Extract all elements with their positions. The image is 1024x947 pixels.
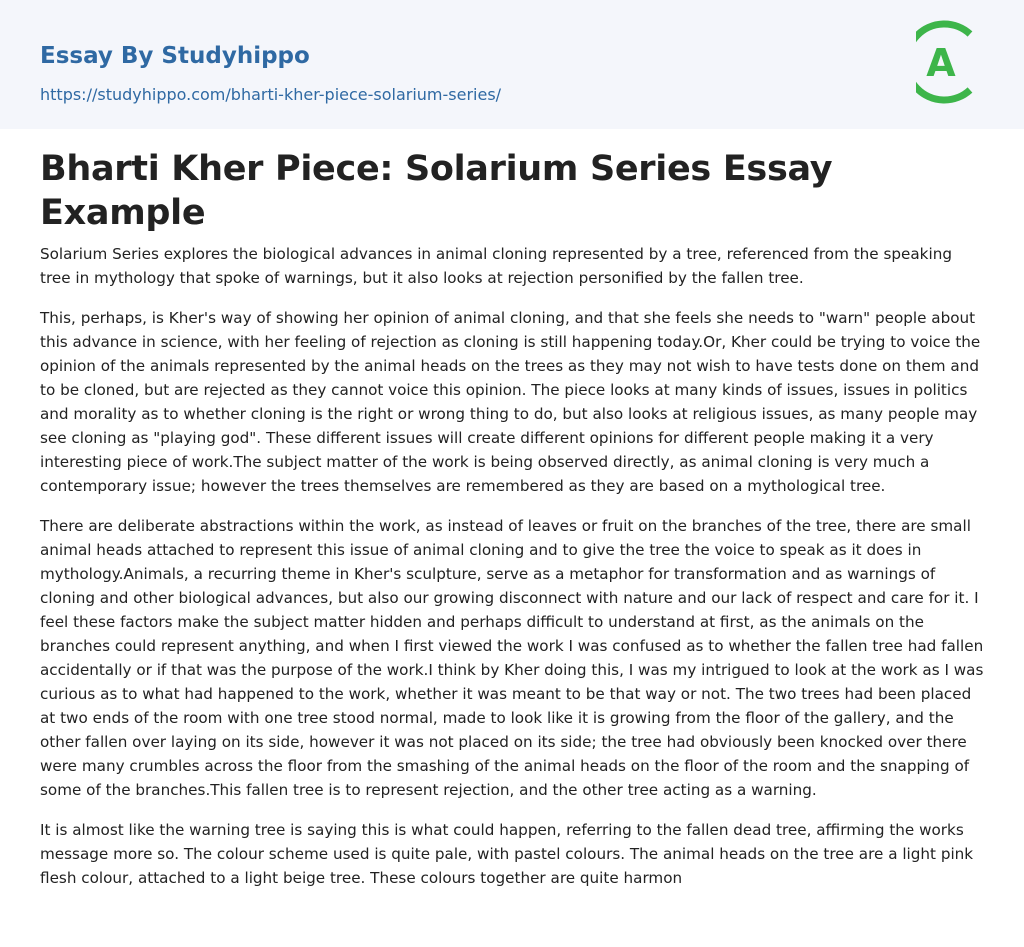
article-title: Bharti Kher Piece: Solarium Series Essay Example xyxy=(40,149,833,233)
article-paragraph: It is almost like the warning tree is saying this is what could happen, referring to the fallen dead tree, affirming the works message more so. The colour scheme used is quite pale, with pastel colours. The animal heads on the tree are a light pink flesh colour, attached to a light beige tree. These colours together are quite harmon xyxy=(40,821,974,887)
source-url-link[interactable]: https://studyhippo.com/bharti-kher-piece-solarium-series/ xyxy=(40,85,502,104)
article-paragraph: Solarium Series explores the biological advances in animal cloning represented by a tree, referenced from the speaking tree in mythology that spoke of warnings, but it also looks at rejection personified by the fallen tree. xyxy=(40,245,952,287)
site-header xyxy=(0,0,1024,129)
article xyxy=(0,147,1024,890)
article-paragraph: This, perhaps, is Kher's way of showing her opinion of animal cloning, and that she feels she needs to "warn" people about this advance in science, with her feeling of rejection as cloning is still happening today.Or, Kher could be trying to voice the opinion of the animals represented by the animal heads on the trees as they may not wish to have tests done on them and to be cloned, but are rejected as they cannot voice this opinion. The piece looks at many kinds of issues, issues in politics and morality as to whether cloning is the right or wrong thing to do, but also looks at religious issues, as many people may see cloning as "playing god". These different issues will create different opinions for different people making it a very interesting piece of work.The subject matter of the work is being observed directly, as animal cloning is very much a contemporary issue; however the trees themselves are remembered as they are based on a mythological tree. xyxy=(40,309,981,495)
studyhippo-logo-icon[interactable] xyxy=(916,18,986,106)
article-paragraph: There are deliberate abstractions within the work, as instead of leaves or fruit on the branches of the tree, there are small animal heads attached to represent this issue of animal cloning and to give the tree the voice to speak as it does in mythology.Animals, a recurring theme in Kher's sculpture, serve as a metaphor for transformation and as warnings of cloning and other biological advances, but also our growing disconnect with nature and our lack of respect and care for it. I feel these factors make the subject matter hidden and perhaps difficult to understand at first, as the animals on the branches could represent anything, and when I first viewed the work I was confused as to whether the fallen tree had fallen accidentally or if that was the purpose of the work.I think by Kher doing this, I was my intrigued to look at the work as I was curious as to what had happened to the work, whether it was meant to be that way or not. The two trees had been placed at two ends of the room with one tree stood normal, made to look like it is growing from the floor of the gallery, and the other fallen over laying on its side, however it was not placed on its side; the tree had obviously been knocked over there were many crumbles across the floor from the smashing of the animal heads on the floor of the room and the snapping of some of the branches.This fallen tree is to represent rejection, and the other tree acting as a warning. xyxy=(40,517,984,799)
logo-letter: A xyxy=(926,41,956,85)
site-brand[interactable]: Essay By Studyhippo xyxy=(40,43,310,69)
